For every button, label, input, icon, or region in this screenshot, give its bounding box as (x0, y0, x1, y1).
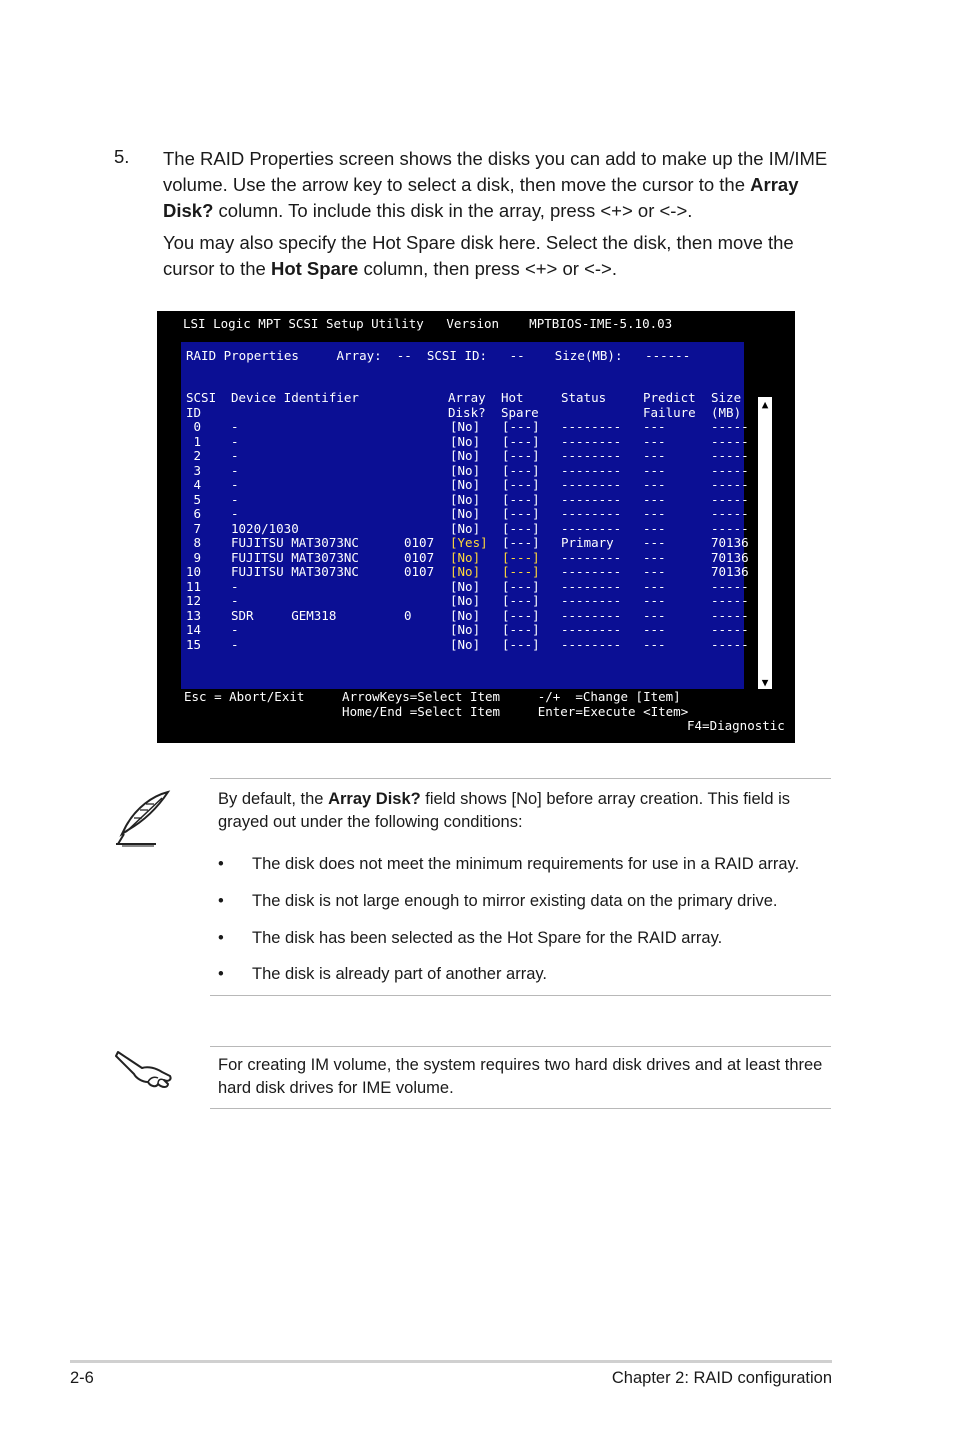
cell-size: 70136 (711, 535, 749, 550)
bios-screen (157, 311, 795, 743)
cell-hot[interactable]: [---] (502, 520, 540, 536)
bullet-dot: • (218, 929, 224, 947)
cell-array[interactable]: [No] (450, 433, 481, 449)
cell-size: ----- (711, 636, 749, 652)
cell-id: 4 (186, 477, 202, 492)
cell-status: -------- (561, 564, 622, 579)
cell-predict: --- (643, 564, 666, 579)
column-header-hot: Spare (501, 404, 539, 420)
cell-rev: 0107 (404, 549, 435, 565)
cell-rev: 0107 (404, 535, 435, 550)
step-paragraph-2 (163, 230, 843, 282)
bullet-text: The disk is not large enough to mirror existing data on the primary drive. (252, 892, 778, 910)
cell-status: -------- (561, 549, 622, 565)
cell-status: -------- (561, 636, 622, 652)
cell-predict: --- (643, 593, 666, 608)
cell-id: 9 (186, 549, 202, 565)
column-header-status: Status (561, 390, 607, 405)
feather-pen-icon (112, 788, 174, 850)
cell-id: 10 (186, 564, 202, 579)
cell-array[interactable]: [No] (450, 520, 481, 536)
cell-rev: 0107 (404, 564, 435, 579)
text-run: You may also specify the Hot Spare disk here. Select the disk, then move the cursor to the (163, 232, 794, 279)
bullet-text: The disk has been selected as the Hot Spare for the RAID array. (252, 929, 723, 947)
cell-status: -------- (561, 433, 622, 449)
cell-dev: SDR GEM318 (231, 607, 337, 623)
cell-predict: --- (643, 433, 666, 449)
cell-hot[interactable]: [---] (502, 462, 540, 478)
cell-size: ----- (711, 491, 749, 507)
cell-hot[interactable]: [---] (502, 578, 540, 594)
cell-id: 14 (186, 622, 202, 637)
cell-id: 7 (186, 520, 202, 536)
cell-array[interactable]: [Yes] (450, 535, 488, 550)
cell-size: ----- (711, 593, 749, 608)
cell-id: 1 (186, 433, 202, 449)
column-header-array: Array (448, 390, 486, 405)
cell-status: -------- (561, 477, 622, 492)
cell-hot[interactable]: [---] (502, 535, 540, 550)
note-bottom-rule (210, 995, 831, 996)
cell-status: -------- (561, 491, 622, 507)
column-header-predict: Failure (643, 404, 696, 420)
cell-status: Primary (561, 535, 614, 550)
cell-size: 70136 (711, 549, 749, 565)
cell-status: -------- (561, 607, 622, 623)
cell-id: 3 (186, 462, 202, 478)
cell-id: 2 (186, 448, 202, 463)
cell-predict: --- (643, 462, 666, 478)
cell-id: 0 (186, 419, 202, 434)
cell-array[interactable]: [No] (450, 419, 481, 434)
cell-hot[interactable]: [---] (502, 419, 540, 434)
cell-dev: FUJITSU MAT3073NC (231, 535, 359, 550)
cell-status: -------- (561, 593, 622, 608)
pointing-hand-icon (112, 1046, 174, 1090)
cell-predict: --- (643, 549, 666, 565)
cell-hot[interactable]: [---] (502, 448, 540, 463)
cell-size: ----- (711, 462, 749, 478)
footer-keys-line-1: Esc = Abort/Exit ArrowKeys=Select Item -/+ =Change [Item] (184, 689, 681, 704)
cell-size: ----- (711, 448, 749, 463)
cell-id: 8 (186, 535, 202, 550)
cell-rev: 0 (404, 607, 412, 623)
cell-status: -------- (561, 448, 622, 463)
cell-predict: --- (643, 578, 666, 594)
footer-f4-diagnostic: F4=Diagnostic (687, 718, 785, 733)
cell-hot[interactable]: [---] (502, 593, 540, 608)
cell-array[interactable]: [No] (450, 593, 481, 608)
cell-status: -------- (561, 419, 622, 434)
note2-top-rule (210, 1046, 831, 1047)
column-header-device: Device Identifier (231, 390, 359, 405)
chapter-title: Chapter 2: RAID configuration (611, 1369, 832, 1387)
cell-status: -------- (561, 520, 622, 536)
bullet-dot: • (218, 892, 224, 910)
text-run: The RAID Properties screen shows the disks you can add to make up the IM/IME volume. Use the arrow key to select a disk, then move the cursor to the (163, 148, 828, 195)
cell-hot[interactable]: [---] (502, 622, 540, 637)
cell-dev: - (231, 578, 239, 594)
cell-predict: --- (643, 636, 666, 652)
footer-rule (70, 1360, 832, 1363)
text-run: field shows [No] before array creation. This field is grayed out under the following conditions: (218, 790, 790, 831)
step-number: 5. (114, 146, 130, 167)
note-intro (218, 788, 830, 834)
cell-id: 5 (186, 491, 202, 507)
bullet-dot: • (218, 965, 224, 983)
cell-dev: - (231, 593, 239, 608)
cell-hot[interactable]: [---] (502, 477, 540, 492)
bios-title: LSI Logic MPT SCSI Setup Utility Version MPTBIOS-IME-5.10.03 (183, 316, 673, 331)
bullet-text: The disk does not meet the minimum requirements for use in a RAID array. (252, 855, 800, 873)
cell-array[interactable]: [No] (450, 491, 481, 507)
cell-status: -------- (561, 578, 622, 594)
cell-array[interactable]: [No] (450, 448, 481, 463)
cell-size: ----- (711, 506, 749, 521)
cell-array[interactable]: [No] (450, 636, 481, 652)
cell-dev: - (231, 491, 239, 507)
column-header-scsi: SCSI (186, 390, 217, 405)
cell-hot[interactable]: [---] (502, 433, 540, 449)
cell-predict: --- (643, 607, 666, 623)
column-header-hot: Hot (501, 390, 524, 405)
page-number: 2-6 (70, 1369, 94, 1387)
bullet-text: The disk is already part of another array. (252, 965, 548, 983)
cell-dev: - (231, 419, 239, 434)
note2-text: For creating IM volume, the system requires two hard disk drives and at least three hard disk drives for IME volume. (218, 1056, 823, 1097)
cell-size: ----- (711, 578, 749, 594)
text-run: column, then press <+> or <->. (358, 258, 617, 279)
cell-predict: --- (643, 448, 666, 463)
scrollbar[interactable] (758, 397, 772, 687)
cell-hot[interactable]: [---] (502, 564, 540, 579)
cell-hot[interactable]: [---] (502, 607, 540, 623)
cell-dev: - (231, 477, 239, 492)
cell-dev: FUJITSU MAT3073NC (231, 549, 359, 565)
cell-array[interactable]: [No] (450, 578, 481, 594)
cell-id: 15 (186, 636, 202, 652)
cell-predict: --- (643, 491, 666, 507)
cell-size: ----- (711, 607, 749, 623)
cell-status: -------- (561, 622, 622, 637)
bold-term: Array Disk? (163, 174, 799, 221)
column-header-scsi: ID (186, 404, 202, 420)
cell-id: 6 (186, 506, 202, 521)
cell-id: 12 (186, 593, 202, 608)
cell-predict: --- (643, 622, 666, 637)
cell-hot[interactable]: [---] (502, 549, 540, 565)
column-header-array: Disk? (448, 404, 486, 420)
cell-dev: - (231, 448, 239, 463)
scroll-down-arrow-icon[interactable]: ▼ (758, 675, 772, 689)
cell-hot[interactable]: [---] (502, 491, 540, 507)
cell-size: ----- (711, 520, 749, 536)
cell-hot[interactable]: [---] (502, 506, 540, 521)
cell-predict: --- (643, 477, 666, 492)
note2-bottom-rule (210, 1108, 831, 1109)
raid-properties-header: RAID Properties Array: -- SCSI ID: -- Size(MB): ------ (186, 348, 691, 363)
cell-array[interactable]: [No] (450, 477, 481, 492)
cell-array[interactable]: [No] (450, 549, 481, 565)
cell-predict: --- (643, 520, 666, 536)
cell-array[interactable]: [No] (450, 506, 481, 521)
step-paragraph-1 (163, 146, 843, 224)
cell-predict: --- (643, 535, 666, 550)
cell-array[interactable]: [No] (450, 622, 481, 637)
cell-dev: - (231, 433, 239, 449)
column-header-size: (MB) (711, 404, 742, 420)
note-top-rule (210, 778, 831, 779)
cell-id: 13 (186, 607, 202, 623)
cell-dev: FUJITSU MAT3073NC (231, 564, 359, 579)
cell-size: ----- (711, 433, 749, 449)
bold-term: Array Disk? (328, 790, 421, 808)
column-header-predict: Predict (643, 390, 696, 405)
cell-size: 70136 (711, 564, 749, 579)
cell-hot[interactable]: [---] (502, 636, 540, 652)
column-header-size: Size (711, 390, 742, 405)
cell-array[interactable]: [No] (450, 607, 481, 623)
text-run: column. To include this disk in the array, press <+> or <->. (213, 200, 693, 221)
cell-array[interactable]: [No] (450, 462, 481, 478)
cell-size: ----- (711, 477, 749, 492)
footer-keys-line-2: Home/End =Select Item Enter=Execute <Item> (184, 704, 689, 719)
cell-dev: - (231, 506, 239, 521)
cell-predict: --- (643, 419, 666, 434)
cell-dev: - (231, 636, 239, 652)
bold-term: Hot Spare (270, 258, 359, 279)
cell-dev: - (231, 462, 239, 478)
cell-id: 11 (186, 578, 202, 594)
cell-array[interactable]: [No] (450, 564, 481, 579)
cell-dev: 1020/1030 (231, 520, 299, 536)
bullet-dot: • (218, 855, 224, 873)
scroll-up-arrow-icon[interactable]: ▲ (758, 397, 772, 411)
cell-dev: - (231, 622, 239, 637)
cell-predict: --- (643, 506, 666, 521)
cell-size: ----- (711, 419, 749, 434)
cell-status: -------- (561, 462, 622, 478)
cell-status: -------- (561, 506, 622, 521)
text-run: By default, the (218, 790, 329, 808)
cell-size: ----- (711, 622, 749, 637)
